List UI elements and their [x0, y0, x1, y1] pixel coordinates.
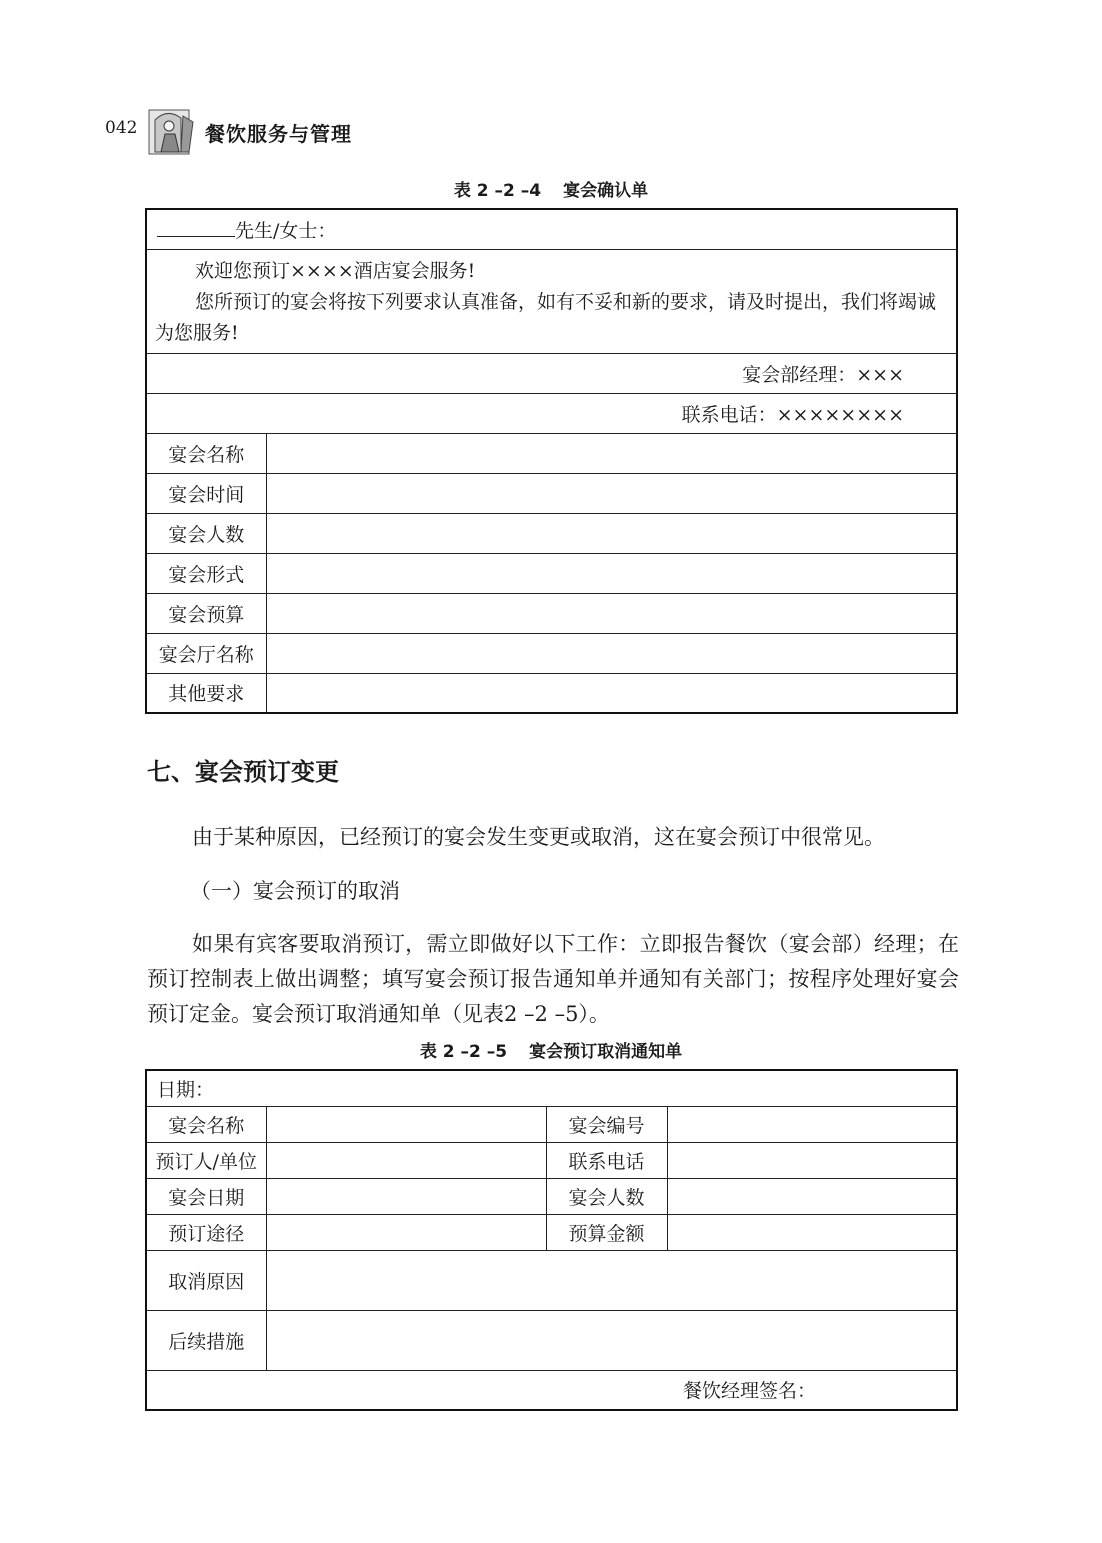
field-value [667, 1214, 957, 1250]
field-label: 宴会人数 [546, 1178, 667, 1214]
field-label: 宴会日期 [146, 1178, 266, 1214]
field-value [266, 1106, 546, 1142]
followup-label: 后续措施 [146, 1310, 266, 1370]
table2-caption-number: 表 2 –2 –5 [419, 1042, 508, 1062]
book-title: 餐饮服务与管理 [205, 122, 352, 146]
row-value [266, 473, 957, 513]
cancel-reason-label: 取消原因 [146, 1250, 266, 1310]
field-label: 宴会名称 [146, 1106, 266, 1142]
row-value [266, 433, 957, 473]
row-label: 宴会形式 [146, 553, 266, 593]
salutation-cell [146, 209, 957, 249]
followup-value [266, 1310, 957, 1370]
intro-cell [146, 249, 957, 353]
field-label: 联系电话 [546, 1142, 667, 1178]
row-value [266, 513, 957, 553]
table1-caption-title: 宴会确认单 [563, 181, 649, 201]
table1-caption-number: 表 2 –2 –4 [453, 181, 542, 201]
section-paragraph2: 如果有宾客要取消预订，需立即做好以下工作：立即报告餐饮（宴会部）经理；在预订控制表上做出调整；填写宴会预订报告通知单并通知有关部门；按程序处理好宴会预订定金。宴会预订取消通知单（见表2 –2 –5）。 [147, 932, 959, 1026]
row-value [266, 673, 957, 713]
row-label: 其他要求 [146, 673, 266, 713]
row-value [266, 553, 957, 593]
field-value [667, 1178, 957, 1214]
table1-caption [0, 176, 1102, 201]
signature-cell: 餐饮经理签名： [146, 1370, 957, 1410]
table2-caption-title: 宴会预订取消通知单 [529, 1042, 683, 1062]
field-value [266, 1178, 546, 1214]
field-label: 预订途径 [146, 1214, 266, 1250]
section-paragraph1: 由于某种原因，已经预订的宴会发生变更或取消，这在宴会预订中很常见。 [192, 825, 885, 849]
field-value [266, 1214, 546, 1250]
field-value [667, 1142, 957, 1178]
row-label: 宴会人数 [146, 513, 266, 553]
field-label: 宴会编号 [546, 1106, 667, 1142]
banquet-confirmation-table [145, 208, 958, 714]
phone-cell: 联系电话：×××××××× [146, 393, 957, 433]
field-value [266, 1142, 546, 1178]
chef-illustration-icon [147, 106, 197, 156]
row-label: 宴会厅名称 [146, 633, 266, 673]
intro-line1: 欢迎您预订××××酒店宴会服务! [195, 259, 476, 282]
intro-line2: 您所预订的宴会将按下列要求认真准备，如有不妥和新的要求，请及时提出，我们将竭诚为您服务! [155, 290, 937, 344]
row-value [266, 633, 957, 673]
manager-cell: 宴会部经理：××× [146, 353, 957, 393]
date-cell: 日期： [146, 1070, 957, 1106]
section-heading: 七、宴会预订变更 [147, 758, 339, 786]
row-label: 宴会时间 [146, 473, 266, 513]
field-label: 预订人/单位 [146, 1142, 266, 1178]
row-label: 宴会名称 [146, 433, 266, 473]
row-label: 宴会预算 [146, 593, 266, 633]
page-number: 042 [105, 118, 138, 138]
name-blank [157, 220, 235, 237]
salutation-text: 先生/女士： [235, 219, 337, 242]
row-value [266, 593, 957, 633]
field-label: 预算金额 [546, 1214, 667, 1250]
cancellation-notice-table [145, 1069, 958, 1411]
cancel-reason-value [266, 1250, 957, 1310]
table2-caption [0, 1037, 1102, 1062]
section-subheading: （一）宴会预订的取消 [190, 879, 400, 903]
page-header [105, 106, 505, 156]
field-value [667, 1106, 957, 1142]
